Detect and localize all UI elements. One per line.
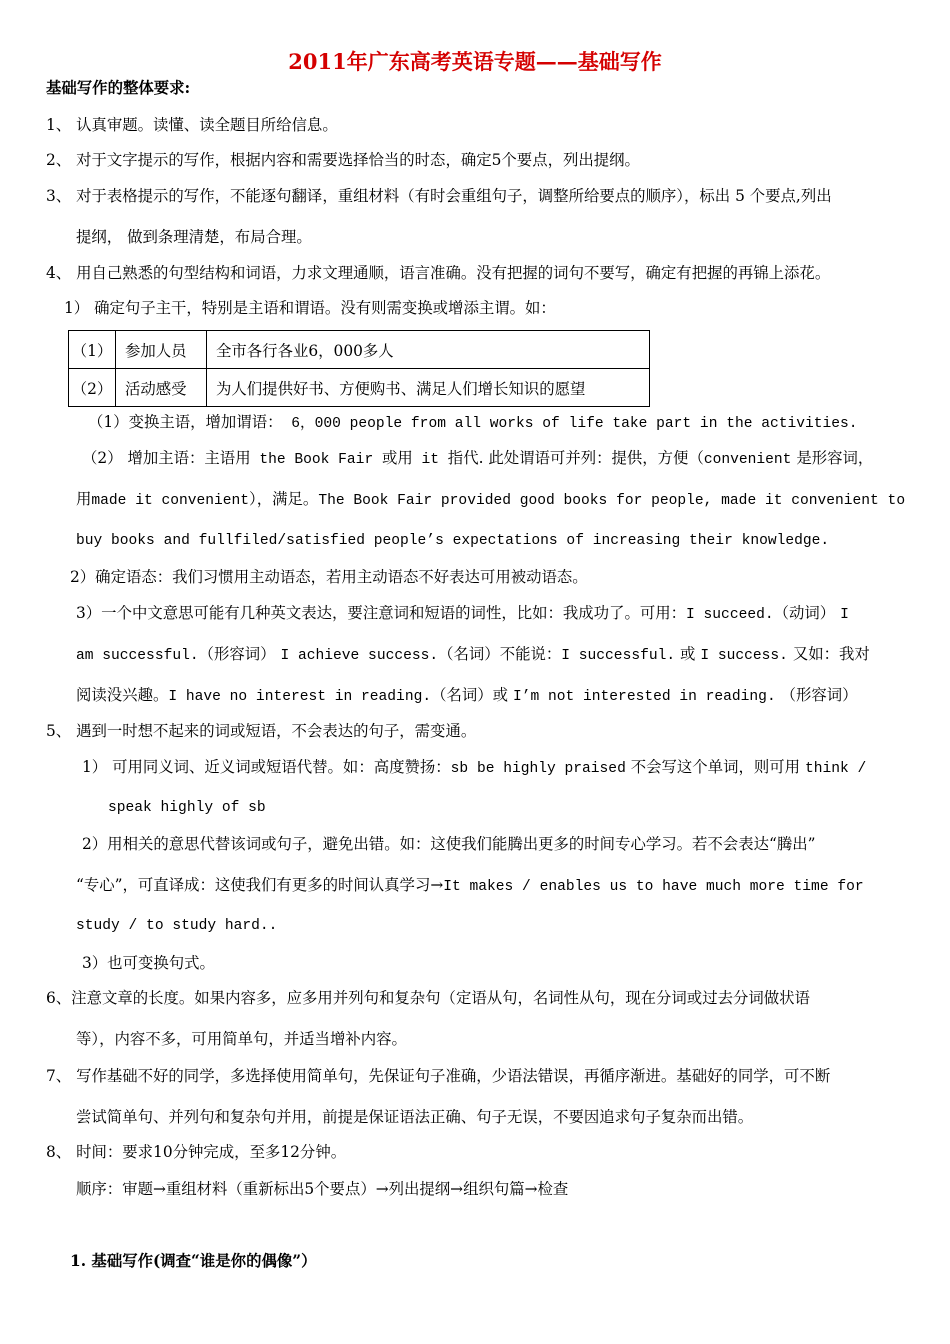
example-2-text: 指代. 此处谓语可并列：提供，方便（ [447,449,704,467]
table-cell-value: 为人们提供好书、方便购书、满足人们增长知识的愿望 [207,369,650,407]
example-2-text: made it convenient [91,493,250,509]
rule-text: I’m not interested in reading. [512,689,776,705]
example-1-text: 6，000 people from all works of life take part in the activities. [282,416,858,432]
rule-text: （名词）或 [431,686,509,704]
example-1-label: （1）变换主语，增加谓语： [88,413,283,431]
rule-3-line-2: 提纲， 做到条理清楚，布局合理。 [76,228,312,246]
example-2-text: it [412,452,448,468]
rule-2: 2、 对于文字提示的写作，根据内容和需要选择恰当的时态，确定5个要点，列出提纲。 [46,151,640,169]
rule-text: “专心”，可直译成：这使我们有更多的时间认真学习→ [76,876,444,894]
rule-4-sub-3-line-3 [76,685,858,707]
example-2-text: ），满足。 [249,490,319,508]
rule-text: I success. [700,648,788,664]
example-2-line-3: buy books and fullfiled/satisfied people’s expectations of increasing their knowledge. [76,533,830,549]
rule-text: 不会写这个单词，则可用 [625,758,801,776]
rule-5-sub-1-line-2: speak highly of sb [108,800,266,816]
rule-8: 8、 时间：要求10分钟完成，至多12分钟。 [46,1143,347,1161]
example-2-text: 或用 [381,449,413,467]
example-1 [88,412,858,434]
rule-text: think / [804,761,867,777]
rule-4-sub-3-line-2 [76,644,870,666]
rule-4-sub-1: 1） 确定句子主干，特别是主语和谓语。没有则需变换或增添主谓。如： [64,299,556,317]
rule-text: It makes / enables us to have much more time for [443,879,864,895]
example-2-text: the Book Fair [250,452,382,468]
rule-text: I successful. [561,648,676,664]
rule-text: I [840,607,849,623]
example-2-line-1 [82,448,873,470]
rule-text: I achieve success. [280,648,439,664]
example-2-text: 用 [76,490,92,508]
rule-5-sub-1-line-1 [82,757,866,779]
rule-text: 3）一个中文意思可能有几种英文表达，要注意词和短语的词性，比如：我成功了。可用： [76,604,687,622]
rule-6-line-2: 等），内容不多，可用简单句，并适当增补内容。 [76,1030,407,1048]
requirements-heading: 基础写作的整体要求: [46,79,191,97]
rule-5-sub-2-line-3: study / to study hard.. [76,918,278,934]
example-2-text: convenient [703,452,792,468]
rule-text: I have no interest in reading. [168,689,432,705]
table-cell-key: 活动感受 [116,369,207,407]
rule-text: 阅读没兴趣。 [76,686,169,704]
practice-item-1: 1. 基础写作(调查“谁是你的偶像”） [70,1252,317,1270]
rule-4-sub-3-line-1 [76,603,849,625]
table-cell-num: （2） [69,369,116,407]
rule-5-sub-2-line-2 [76,875,864,897]
rule-text: I succeed. [686,607,774,623]
rule-text: 又如：我对 [792,645,870,663]
rule-1: 1、 认真审题。读懂、读全题目所给信息。 [46,116,338,134]
rule-7-line-1: 7、 写作基础不好的同学，多选择使用简单句，先保证句子准确，少语法错误，再循序渐进。基础好的同学，可不断 [46,1067,831,1085]
example-table [68,330,650,407]
rule-3-line-1: 3、 对于表格提示的写作，不能逐句翻译，重组材料（有时会重组句子，调整所给要点的顺序），标出 5 个要点,列出 [46,187,832,205]
example-2-label: （2） 增加主语：主语用 [82,449,251,467]
table-row [69,331,650,369]
rule-5-sub-2-line-1: 2）用相关的意思代替该词或句子，避免出错。如：这使我们能腾出更多的时间专心学习。若不会表达“腾出” [82,835,816,853]
rule-text: （形容词） [198,645,276,663]
rule-text: （名词）不能说： [438,645,562,663]
example-2-text: 是形容词， [791,449,874,467]
rule-text: 或 [680,645,696,663]
rule-7-line-2: 尝试简单句、并列句和复杂句并用，前提是保证语法正确、句子无误，不要因追求句子复杂而出错。 [76,1108,754,1126]
rule-5: 5、 遇到一时想不起来的词或短语，不会表达的句子，需变通。 [46,722,477,740]
table-cell-value: 全市各行各业6，000多人 [207,331,650,369]
example-2-line-2 [76,489,905,511]
rule-text: （动词） [773,604,836,622]
rule-5-sub-3: 3）也可变换句式。 [82,954,215,972]
rule-8-order: 顺序：审题→重组材料（重新标出5个要点）→列出提纲→组织句篇→检查 [76,1180,569,1198]
table-cell-num: （1） [69,331,116,369]
rule-6-line-1: 6、注意文章的长度。如果内容多，应多用并列句和复杂句（定语从句，名词性从句，现在分词或过去分词做状语 [46,989,810,1007]
example-2-text: The Book Fair provided good books for people, made it convenient to [318,493,906,509]
rule-4-sub-2: 2）确定语态：我们习惯用主动语态，若用主动语态不好表达可用被动语态。 [70,568,588,586]
rule-text: 1） 可用同义词、近义词或短语代替。如：高度赞扬： [82,758,451,776]
rule-text: am successful. [76,648,199,664]
rule-4: 4、 用自己熟悉的句型结构和词语，力求文理通顺，语言准确。没有把握的词句不要写，确定有把握的再锦上添花。 [46,264,831,282]
page-title: 2011年广东高考英语专题——基础写作 [288,49,662,74]
rule-text: sb be highly praised [450,761,626,777]
rule-text: （形容词） [780,686,858,704]
table-cell-key: 参加人员 [116,331,207,369]
table-row [69,369,650,407]
